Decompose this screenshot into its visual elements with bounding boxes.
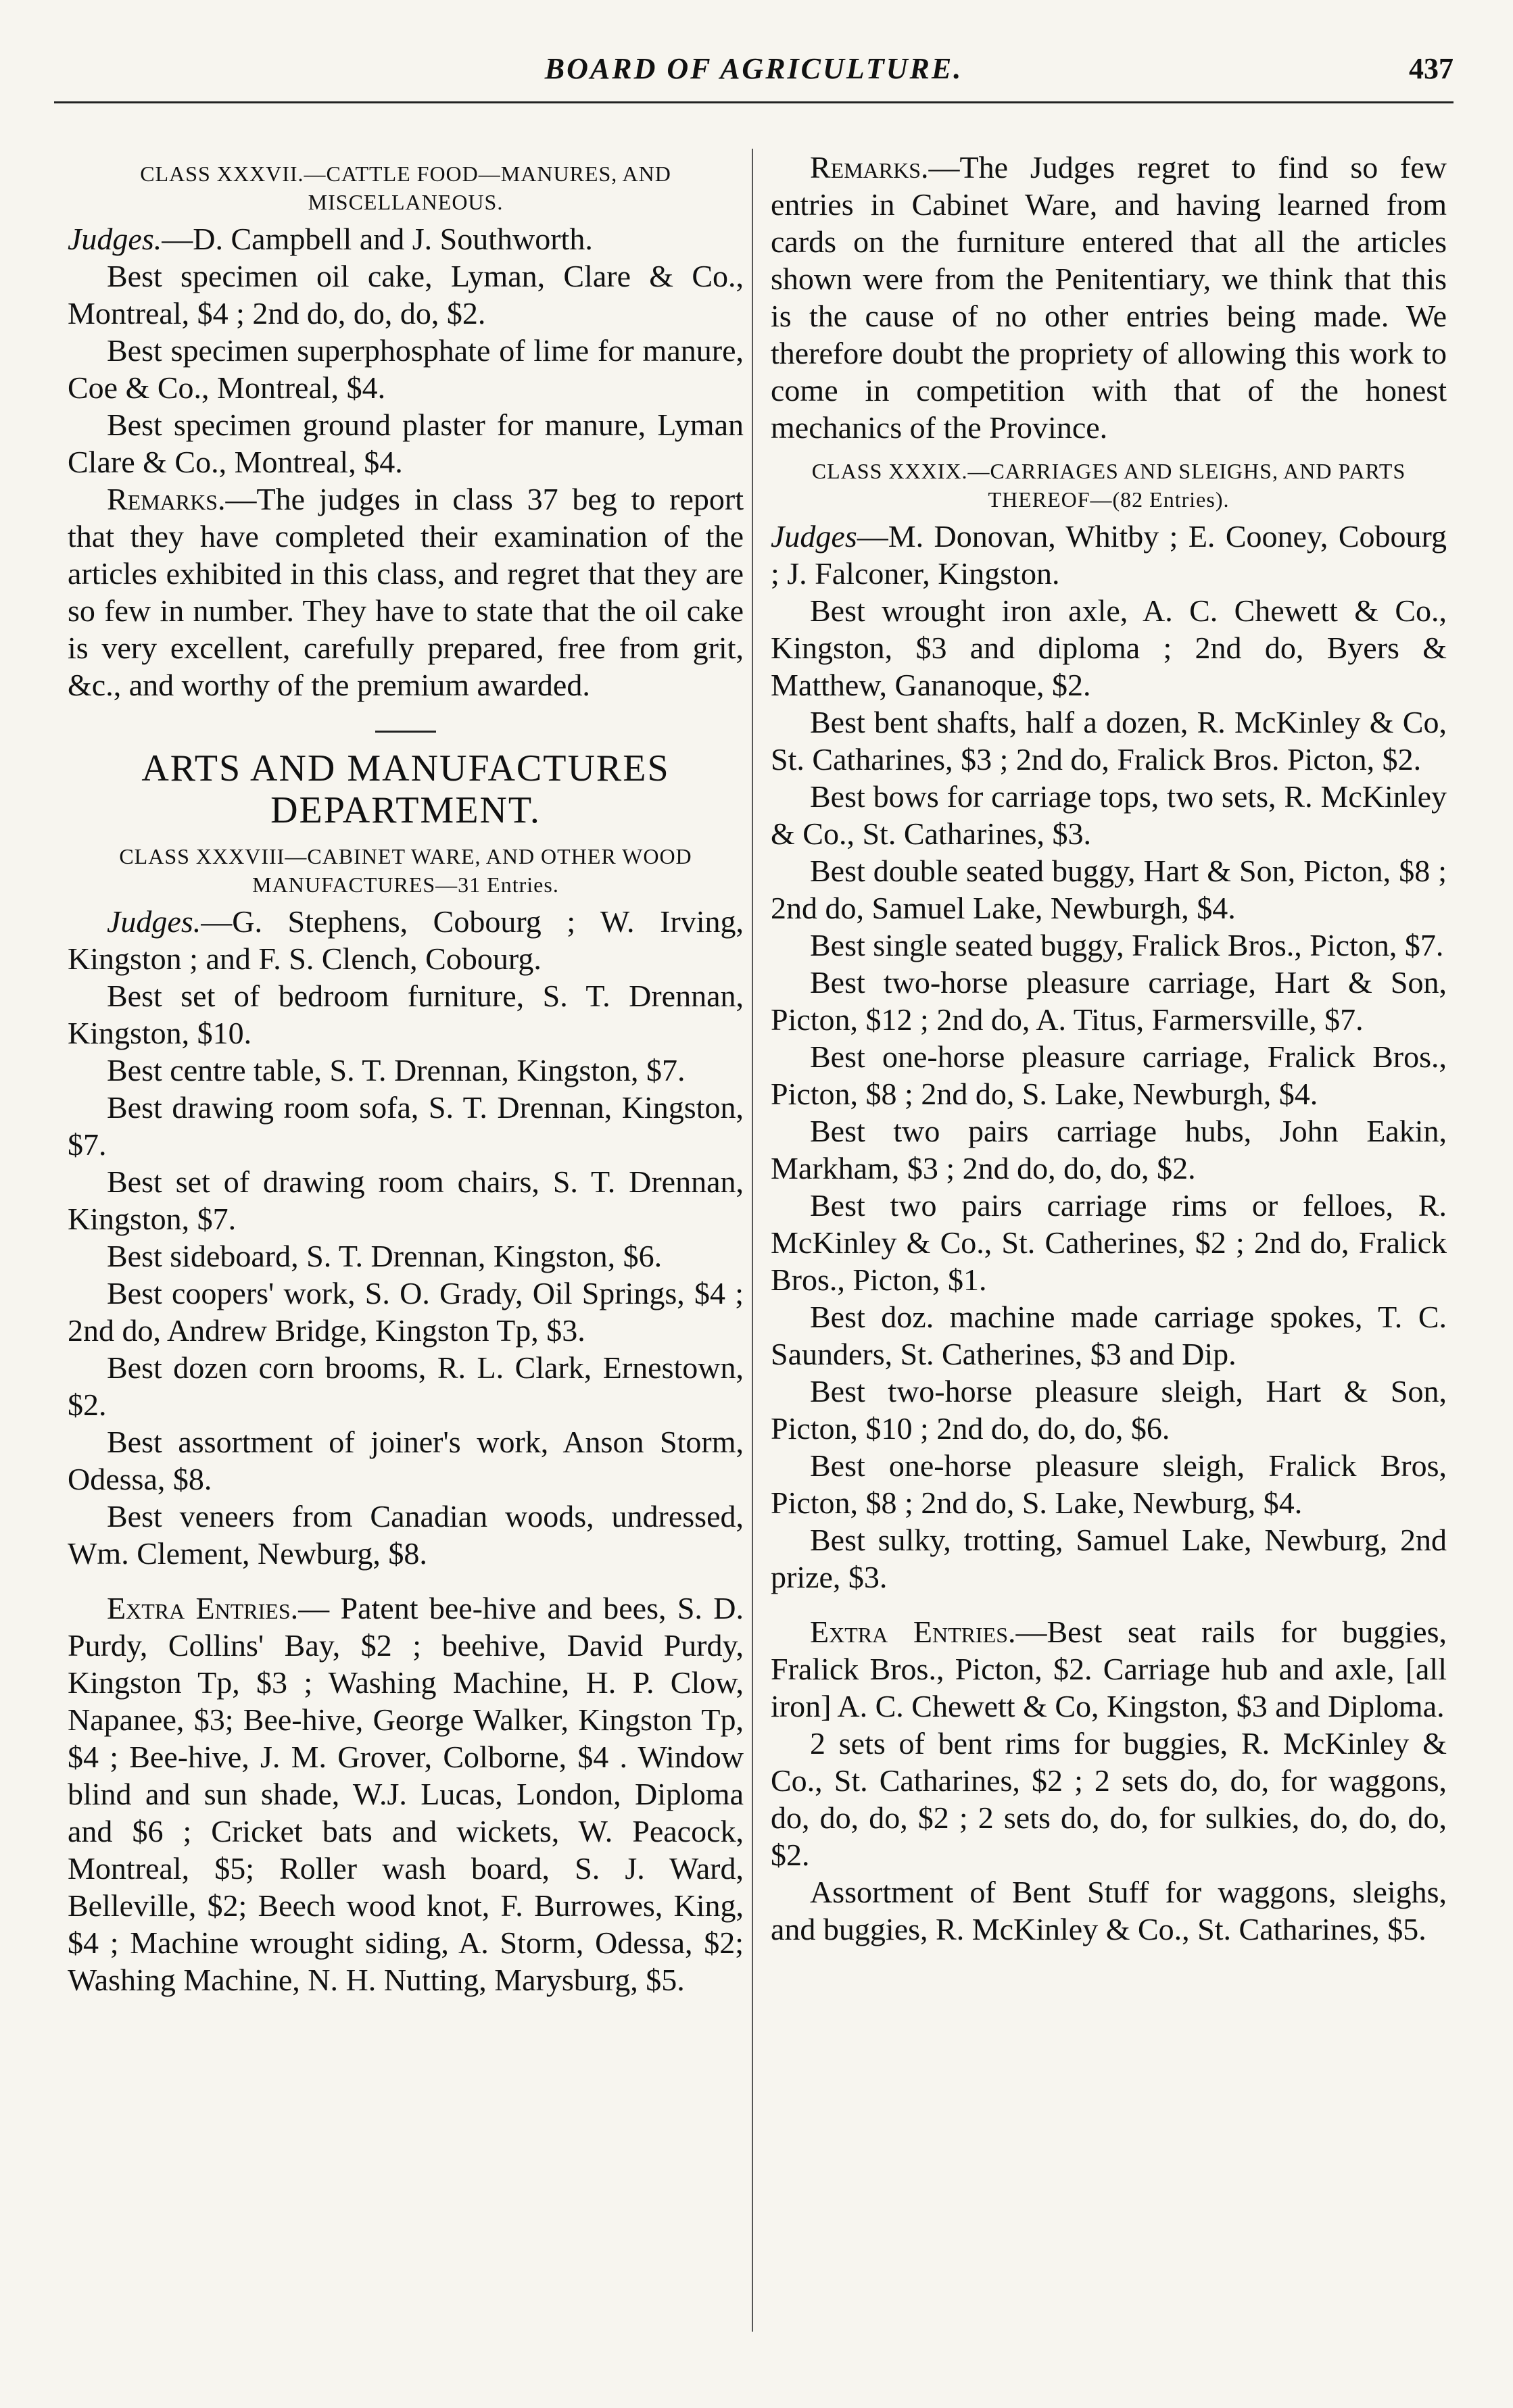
class-39-heading: CLASS XXXIX.—CARRIAGES AND SLEIGHS, AND PARTS THEREOF—(82 Entries). bbox=[811, 459, 1406, 512]
award-entry: Best assortment of joiner's work, Anson Storm, Odessa, $8. bbox=[68, 1425, 744, 1496]
award-entry: Best specimen ground plaster for manure, Lyman Clare & Co., Montreal, $4. bbox=[68, 408, 744, 479]
right-column bbox=[771, 149, 1447, 2345]
extra-entries bbox=[68, 1590, 744, 1998]
extra-entries-label: Extra Entries. bbox=[107, 1591, 299, 1625]
remarks-label: Remarks. bbox=[810, 150, 929, 185]
class-38-remarks bbox=[771, 149, 1447, 446]
class-38-judges bbox=[68, 903, 744, 977]
award-entry: Best two pairs carriage hubs, John Eakin, Markham, $3 ; 2nd do, do, do, $2. bbox=[771, 1114, 1447, 1185]
award-entry: 2 sets of bent rims for buggies, R. McKinley & Co., St. Catharines, $2 ; 2 sets do, do, for waggons, do, do, do, $2 ; 2 sets do, do, for sulkies, do, do, do, $2. bbox=[771, 1726, 1447, 1872]
class-39-judges bbox=[771, 518, 1447, 592]
award-entry: Best coopers' work, S. O. Grady, Oil Springs, $4 ; 2nd do, Andrew Bridge, Kingston Tp, $3. bbox=[68, 1276, 744, 1348]
running-title: BOARD OF AGRICULTURE. bbox=[544, 52, 963, 85]
extra-entries-text: —Best seat rails for buggies, Fralick Bros., Picton, $2. Carriage hub and axle, [all iron] A. C. Chewett & Co, Kingston, $3 and Diploma. bbox=[771, 1615, 1447, 1723]
judges-names: —G. Stephens, Cobourg ; W. Irving, Kingston ; and F. S. Clench, Cobourg. bbox=[68, 904, 744, 976]
award-entry: Best bows for carriage tops, two sets, R. McKinley & Co., St. Catharines, $3. bbox=[771, 779, 1447, 851]
judges-names: —D. Campbell and J. Southworth. bbox=[162, 222, 593, 256]
award-entry: Best one-horse pleasure sleigh, Fralick Bros, Picton, $8 ; 2nd do, S. Lake, Newburg, $4. bbox=[771, 1448, 1447, 1520]
extra-entries-text: — Patent bee-hive and bees, S. D. Purdy, Collins' Bay, $2 ; beehive, David Purdy, Kingston Tp, $3 ; Washing Machine, H. P. Clow, Napanee, $3; Bee-hive, George Walker, Kingston Tp, $4 ; Bee-hive, J. M. Grover, Colborne, $4 . Window blind and sun shade, W.J. Lucas, London, Diploma and $6 ; Cricket bats and wickets, W. Peacock, Montreal, $5; Roller wash board, S. J. Ward, Belleville, $2; Beech wood knot, F. Burrowes, King, $4 ; Machine wrought siding, A. Storm, Odessa, $2; Washing Machine, N. H. Nutting, Marysburg, $5. bbox=[68, 1591, 744, 1997]
award-entry: Best drawing room sofa, S. T. Drennan, Kingston, $7. bbox=[68, 1090, 744, 1162]
remarks-text: —The Judges regret to find so few entries in Cabinet Ware, and having learned from cards on the furniture entered that all the articles shown were from the Penitentiary, we think that this is the cause of no other entries being made. We therefore doubt the propriety of allowing this work to come in competition with that of the honest mechanics of the Province. bbox=[771, 150, 1447, 445]
award-entry: Best two-horse pleasure carriage, Hart & Son, Picton, $12 ; 2nd do, A. Titus, Farmersville, $7. bbox=[771, 965, 1447, 1037]
award-entry: Best wrought iron axle, A. C. Chewett & Co., Kingston, $3 and diploma ; 2nd do, Byers & Matthew, Gananoque, $2. bbox=[771, 593, 1447, 702]
extra-entries-label: Extra Entries. bbox=[810, 1615, 1016, 1649]
judges-names: —M. Donovan, Whitby ; E. Cooney, Cobourg ; J. Falconer, Kingston. bbox=[771, 519, 1447, 591]
award-entry: Best specimen superphosphate of lime for manure, Coe & Co., Montreal, $4. bbox=[68, 333, 744, 405]
award-entry: Best dozen corn brooms, R. L. Clark, Ernestown, $2. bbox=[68, 1350, 744, 1422]
judges-label: Judges. bbox=[68, 222, 162, 256]
section-divider bbox=[375, 731, 436, 733]
class-37-heading: CLASS XXXVII.—CATTLE FOOD—MANURES, AND MISCELLANEOUS. bbox=[140, 162, 671, 214]
column-divider bbox=[752, 149, 753, 2332]
judges-label: Judges. bbox=[107, 904, 201, 939]
department-title: ARTS AND MANUFACTURES DEPARTMENT. bbox=[141, 747, 670, 831]
judges-label: Judges bbox=[771, 519, 857, 554]
class-37-judges bbox=[68, 220, 744, 257]
award-entry: Best single seated buggy, Fralick Bros., Picton, $7. bbox=[810, 928, 1444, 962]
page-number: 437 bbox=[1409, 52, 1454, 85]
award-entry: Best one-horse pleasure carriage, Fralick Bros., Picton, $8 ; 2nd do, S. Lake, Newburgh, $4. bbox=[771, 1039, 1447, 1111]
spacer bbox=[771, 1596, 1447, 1613]
remarks-text: —The judges in class 37 beg to report that they have completed their examination of the articles exhibited in this class, and regret that they are so few in number. They have to state that the oil cake is very excellent, carefully prepared, free from grit, &c., and worthy of the premium awarded. bbox=[68, 482, 744, 702]
remarks-label: Remarks. bbox=[107, 482, 226, 516]
class-38-heading: CLASS XXXVIII—CABINET WARE, AND OTHER WOOD MANUFACTURES—31 Entries. bbox=[119, 844, 692, 897]
award-entry: Assortment of Bent Stuff for waggons, sleighs, and buggies, R. McKinley & Co., St. Catharines, $5. bbox=[771, 1875, 1447, 1946]
class-37-remarks bbox=[68, 481, 744, 704]
award-entry: Best set of bedroom furniture, S. T. Drennan, Kingston, $10. bbox=[68, 979, 744, 1050]
award-entry: Best sulky, trotting, Samuel Lake, Newburg, 2nd prize, $3. bbox=[771, 1523, 1447, 1594]
award-entry: Best sideboard, S. T. Drennan, Kingston, $6. bbox=[107, 1239, 663, 1273]
award-entry: Best doz. machine made carriage spokes, T. C. Saunders, St. Catherines, $3 and Dip. bbox=[771, 1300, 1447, 1371]
award-entry: Best set of drawing room chairs, S. T. Drennan, Kingston, $7. bbox=[68, 1164, 744, 1236]
award-entry: Best specimen oil cake, Lyman, Clare & Co., Montreal, $4 ; 2nd do, do, do, $2. bbox=[68, 259, 744, 330]
award-entry: Best two-horse pleasure sleigh, Hart & Son, Picton, $10 ; 2nd do, do, do, $6. bbox=[771, 1374, 1447, 1446]
running-header bbox=[54, 47, 1454, 103]
award-entry: Best two pairs carriage rims or felloes, R. McKinley & Co., St. Catherines, $2 ; 2nd do, Fralick Bros., Picton, $1. bbox=[771, 1188, 1447, 1297]
extra-entries bbox=[771, 1613, 1447, 1725]
award-entry: Best bent shafts, half a dozen, R. McKinley & Co, St. Catharines, $3 ; 2nd do, Fralick Bros. Picton, $2. bbox=[771, 705, 1447, 777]
spacer bbox=[68, 1572, 744, 1590]
left-column bbox=[68, 149, 744, 2345]
award-entry: Best double seated buggy, Hart & Son, Picton, $8 ; 2nd do, Samuel Lake, Newburgh, $4. bbox=[771, 854, 1447, 925]
award-entry: Best centre table, S. T. Drennan, Kingston, $7. bbox=[107, 1053, 686, 1087]
award-entry: Best veneers from Canadian woods, undressed, Wm. Clement, Newburg, $8. bbox=[68, 1499, 744, 1571]
